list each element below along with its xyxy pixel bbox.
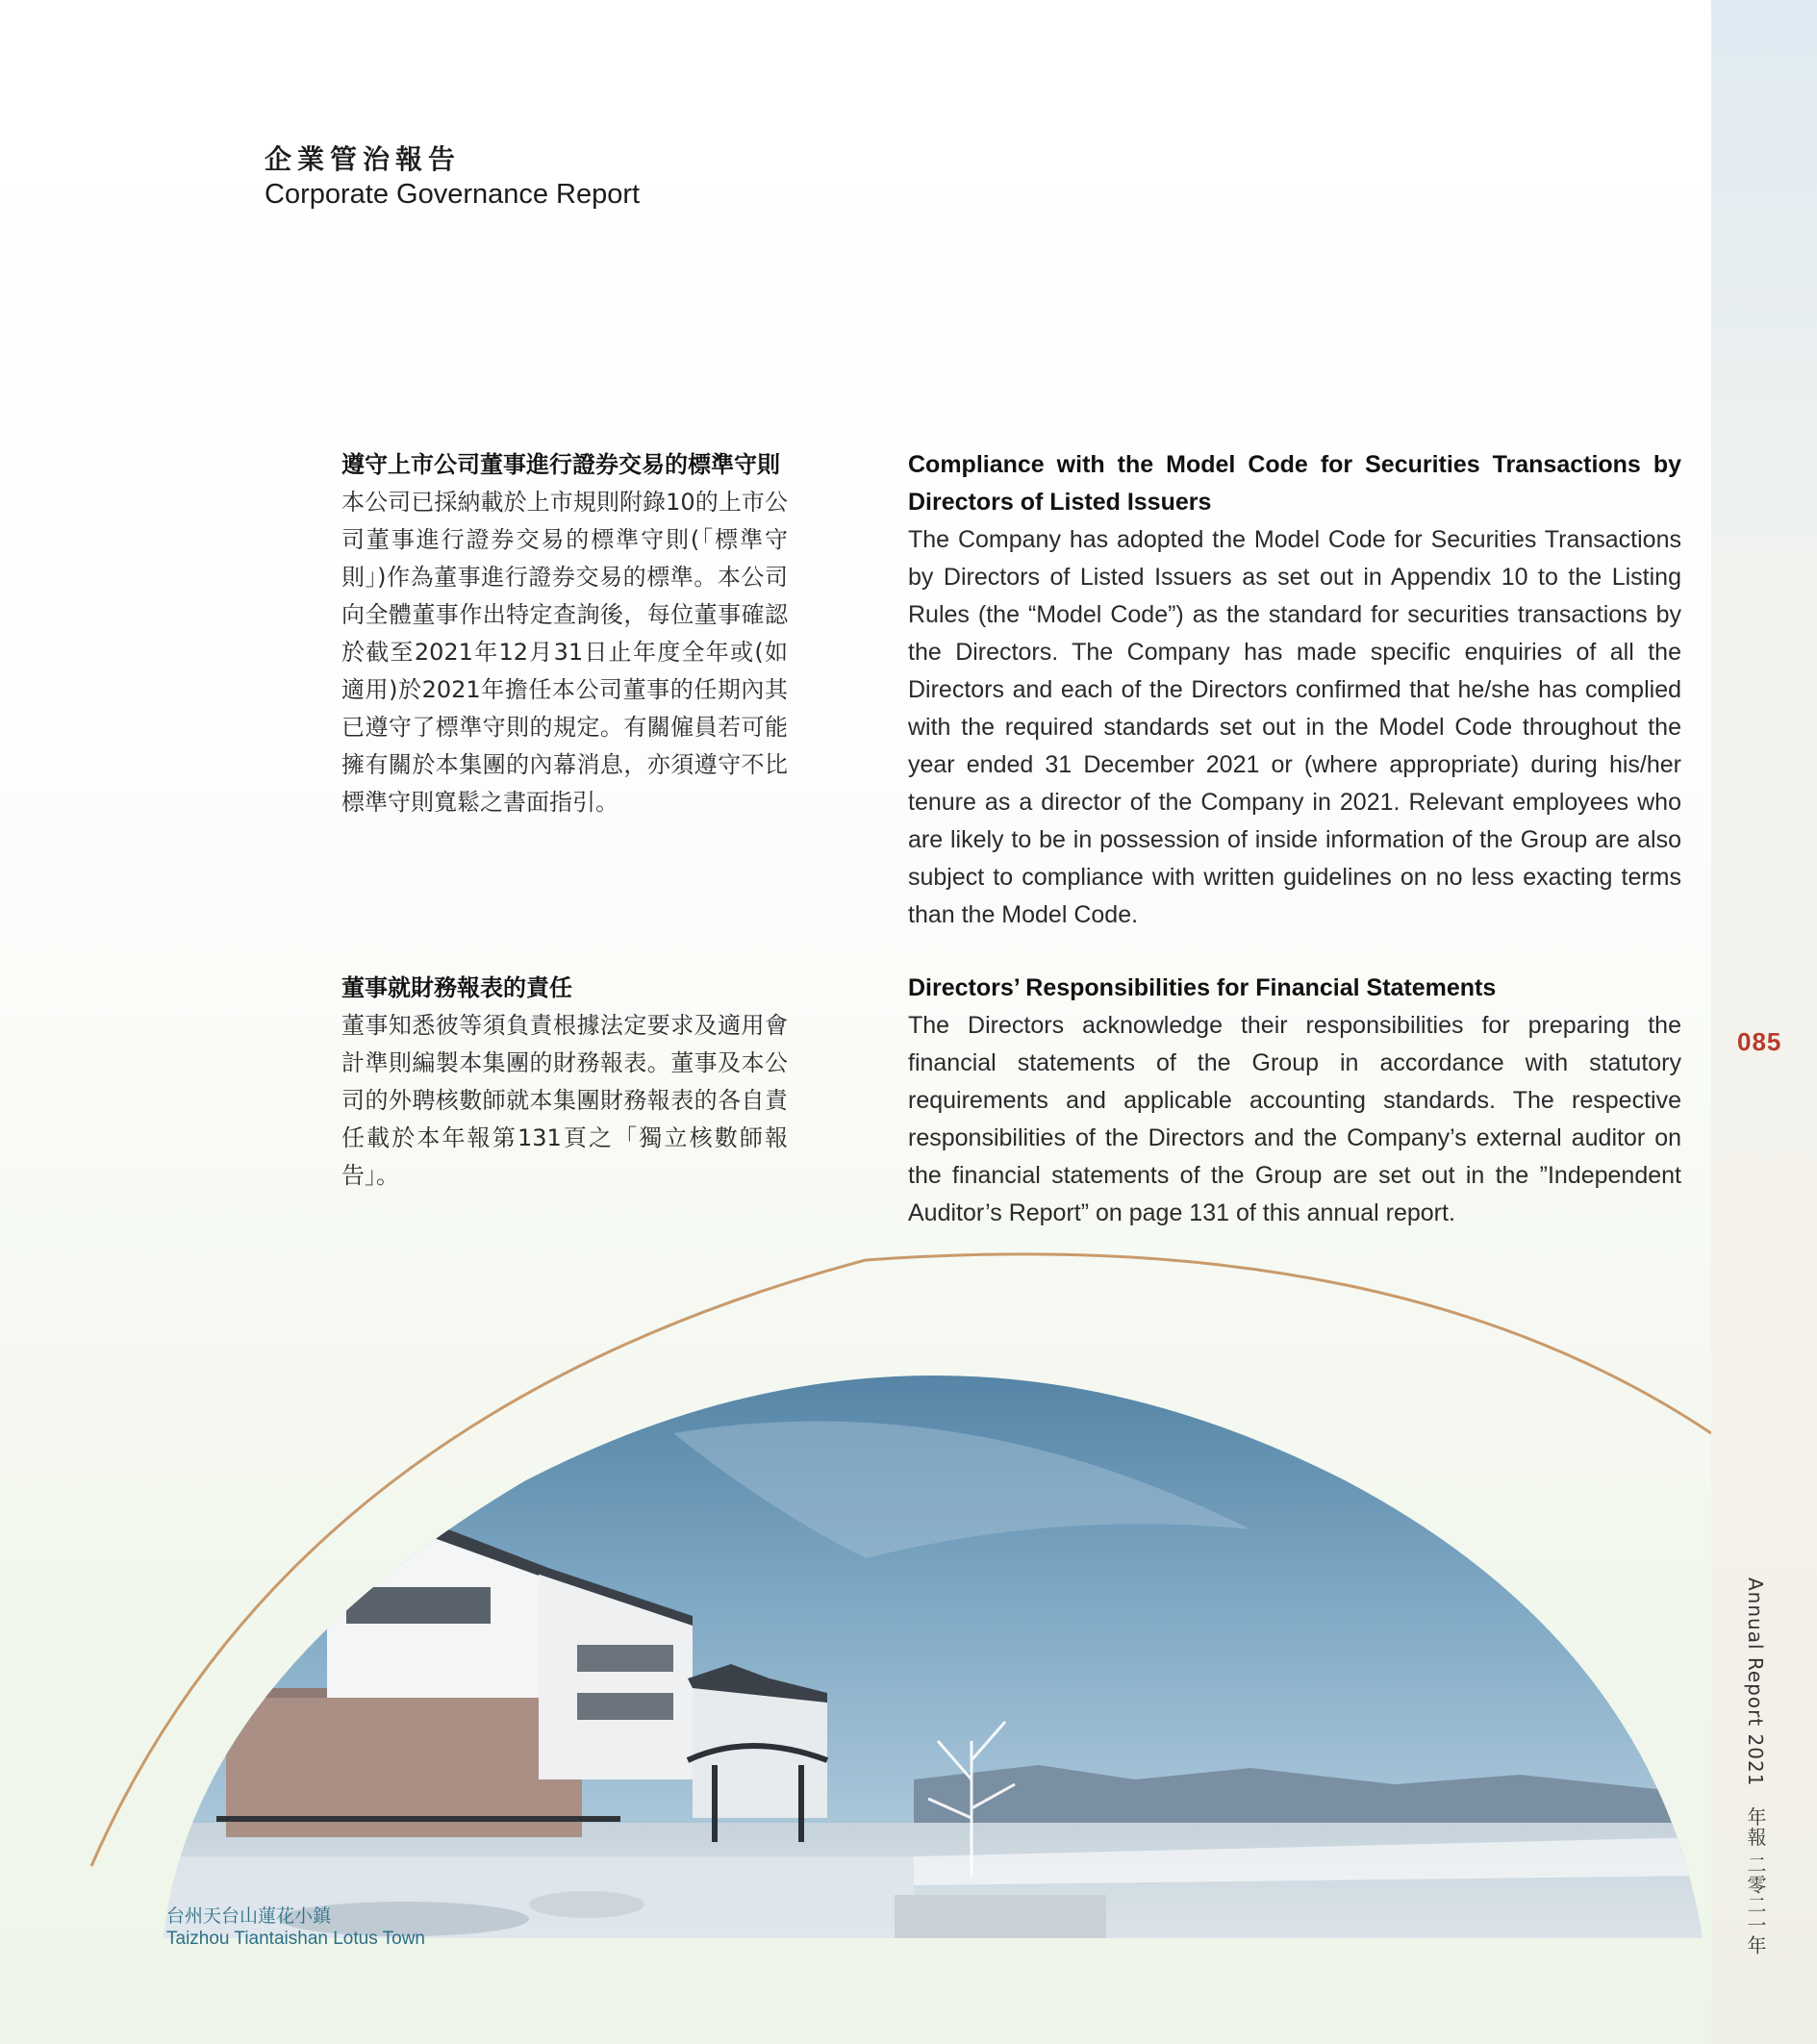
page-number: 085 [1737,1027,1782,1056]
section-model-code-en [908,446,1681,934]
section-body-zh: 本公司已採納載於上市規則附錄10的上市公司董事進行證券交易的標準守則(「標準守則」)作為董事進行證券交易的標準。本公司向全體董事作出特定查詢後，每位董事確認於截至2021年12月31日止年度全年或(如適用)於2021年擔任本公司董事的任期內其已遵守了標準守則的規定。有關僱員若可能擁有關於本集團的內幕消息，亦須遵守不比標準守則寬鬆之書面指引。 [341,489,788,816]
annual-report-side-label: Annual Report 2021 年報 二零二一年 [1744,1577,1767,1956]
section-heading-en: Compliance with the Model Code for Securities Transactions by Directors of Listed Issuers [908,451,1681,516]
title-chinese: 企業管治報告 [265,143,462,175]
page-header [265,142,640,212]
section-heading-en: Directors’ Responsibilities for Financial Statements [908,974,1497,1001]
section-financial-statements-en [908,970,1681,1232]
section-financial-statements-zh [341,970,788,1195]
section-body-zh: 董事知悉彼等須負責根據法定要求及適用會計準則編製本集團的財務報表。董事及本公司的外聘核數師就本集團財務報表的各自責任載於本年報第131頁之「獨立核數師報告」。 [341,1012,788,1189]
photo-caption-en: Taizhou Tiantaishan Lotus Town [166,1929,425,1949]
photo-caption [166,1905,425,1951]
photo-caption-zh: 台州天台山蓮花小鎮 [166,1905,332,1927]
section-heading-zh: 遵守上市公司董事進行證券交易的標準守則 [341,451,780,478]
title-english: Corporate Governance Report [265,179,641,210]
section-body-en: The Company has adopted the Model Code for Securities Transactions by Directors of Listed Issuers as set out in Appendix 10 to the Listing Rules (the “Model Code”) as the standard for securities transactions by the Directors. The Company has made specific enquiries of all the Directors and each of the Directors confirmed that he/she has complied with the required standards set out in the Model Code throughout the year ended 31 December 2021 or (where appropriate) during his/her tenure as a director of the Company in 2021. Relevant employees who are likely to be in possession of inside information of the Group are also subject to compliance with written guidelines on no less exacting terms than the Model Code. [908,526,1681,928]
section-heading-zh: 董事就財務報表的責任 [341,974,572,1001]
section-body-en: The Directors acknowledge their responsibilities for preparing the financial statements of the Group in accordance with statutory requirements and applicable accounting standards. The respective responsibilities of the Directors and the Company’s external auditor on the financial statements of the Group are set out in the ”Independent Auditor’s Report” on page 131 of this annual report. [908,1012,1681,1226]
section-model-code-zh [341,446,788,821]
